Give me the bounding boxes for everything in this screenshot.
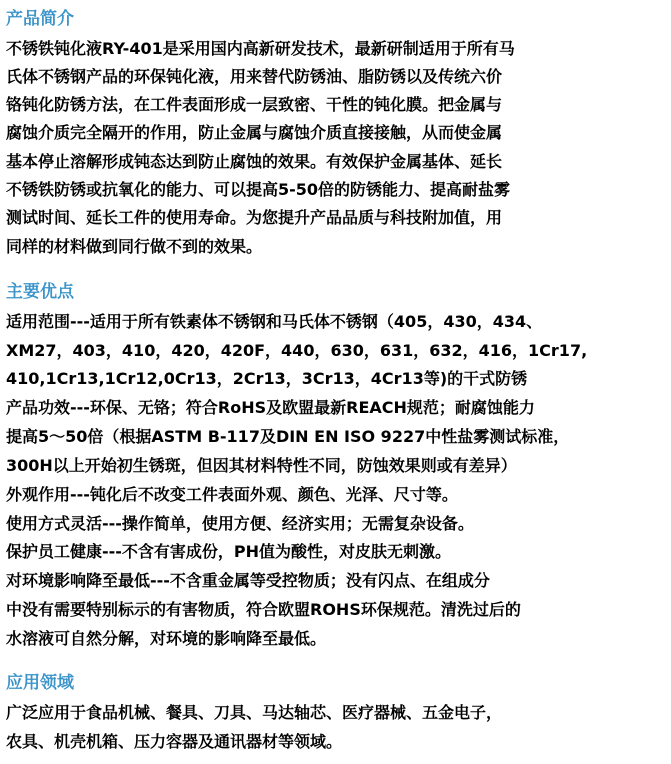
intro-line: 不锈铁钝化液RY-401是采用国内高新研发技术，最新研制适用于所有马 <box>6 39 515 58</box>
intro-line: 基本停止溶解形成钝态达到防止腐蚀的效果。有效保护金属基体、延长 <box>6 152 503 171</box>
section-heading-applications: 应用领域 <box>6 673 74 693</box>
advantage-line: 300H以上开始初生锈斑，但因其材料特性不同，防蚀效果则或有差异） <box>6 456 517 475</box>
application-line: 广泛应用于食品机械、餐具、刀具、马达轴芯、医疗器械、五金电子， <box>6 703 503 722</box>
intro-line: 测试时间、延长工件的使用寿命。为您提升产品品质与科技附加值，用 <box>6 208 503 227</box>
intro-line: 腐蚀介质完全隔开的作用，防止金属与腐蚀介质直接接触，从而使金属 <box>6 123 503 142</box>
advantage-line: XM27，403，410，420，420F，440，630，631，632，416，1Cr17, <box>6 341 588 360</box>
application-line: 农具、机壳机箱、压力容器及通讯器材等领域。 <box>6 732 343 751</box>
advantage-line: 外观作用---钝化后不改变工件表面外观、颜色、光泽、尺寸等。 <box>6 485 458 504</box>
advantage-line: 410,1Cr13,1Cr12,0Cr13，2Cr13，3Cr13，4Cr13等)的干式防锈 <box>6 369 528 388</box>
advantage-line: 保护员工健康---不含有害成份，PH值为酸性，对皮肤无刺激。 <box>6 542 452 561</box>
intro-line: 铬钝化防锈方法，在工件表面形成一层致密、干性的钝化膜。把金属与 <box>6 95 503 114</box>
advantage-line: 产品功效---环保、无铬；符合RoHS及欧盟最新REACH规范；耐腐蚀能力 <box>6 398 535 417</box>
advantage-line: 适用范围---适用于所有铁素体不锈钢和马氏体不锈钢（405，430，434、 <box>6 312 543 331</box>
advantage-line: 中没有需要特别标示的有害物质，符合欧盟ROHS环保规范。清洗过后的 <box>6 600 521 619</box>
advantage-line: 对环境影响降至最低---不含重金属等受控物质；没有闪点、在组成分 <box>6 571 490 590</box>
advantage-line: 使用方式灵活---操作简单，使用方便、经济实用；无需复杂设备。 <box>6 514 474 533</box>
advantage-line: 提高5～50倍（根据ASTM B-117及DIN EN ISO 9227中性盐雾测试标准， <box>6 427 570 446</box>
section-heading-advantages: 主要优点 <box>6 282 74 302</box>
advantage-line: 水溶液可自然分解，对环境的影响降至最低。 <box>6 629 327 648</box>
intro-line: 氏体不锈钢产品的环保钝化液，用来替代防锈油、脂防锈以及传统六价 <box>6 67 503 86</box>
intro-line: 同样的材料做到同行做不到的效果。 <box>6 237 263 256</box>
section-heading-intro: 产品简介 <box>6 9 74 29</box>
intro-line: 不锈铁防锈或抗氧化的能力、可以提高5-50倍的防锈能力、提高耐盐雾 <box>6 180 511 199</box>
